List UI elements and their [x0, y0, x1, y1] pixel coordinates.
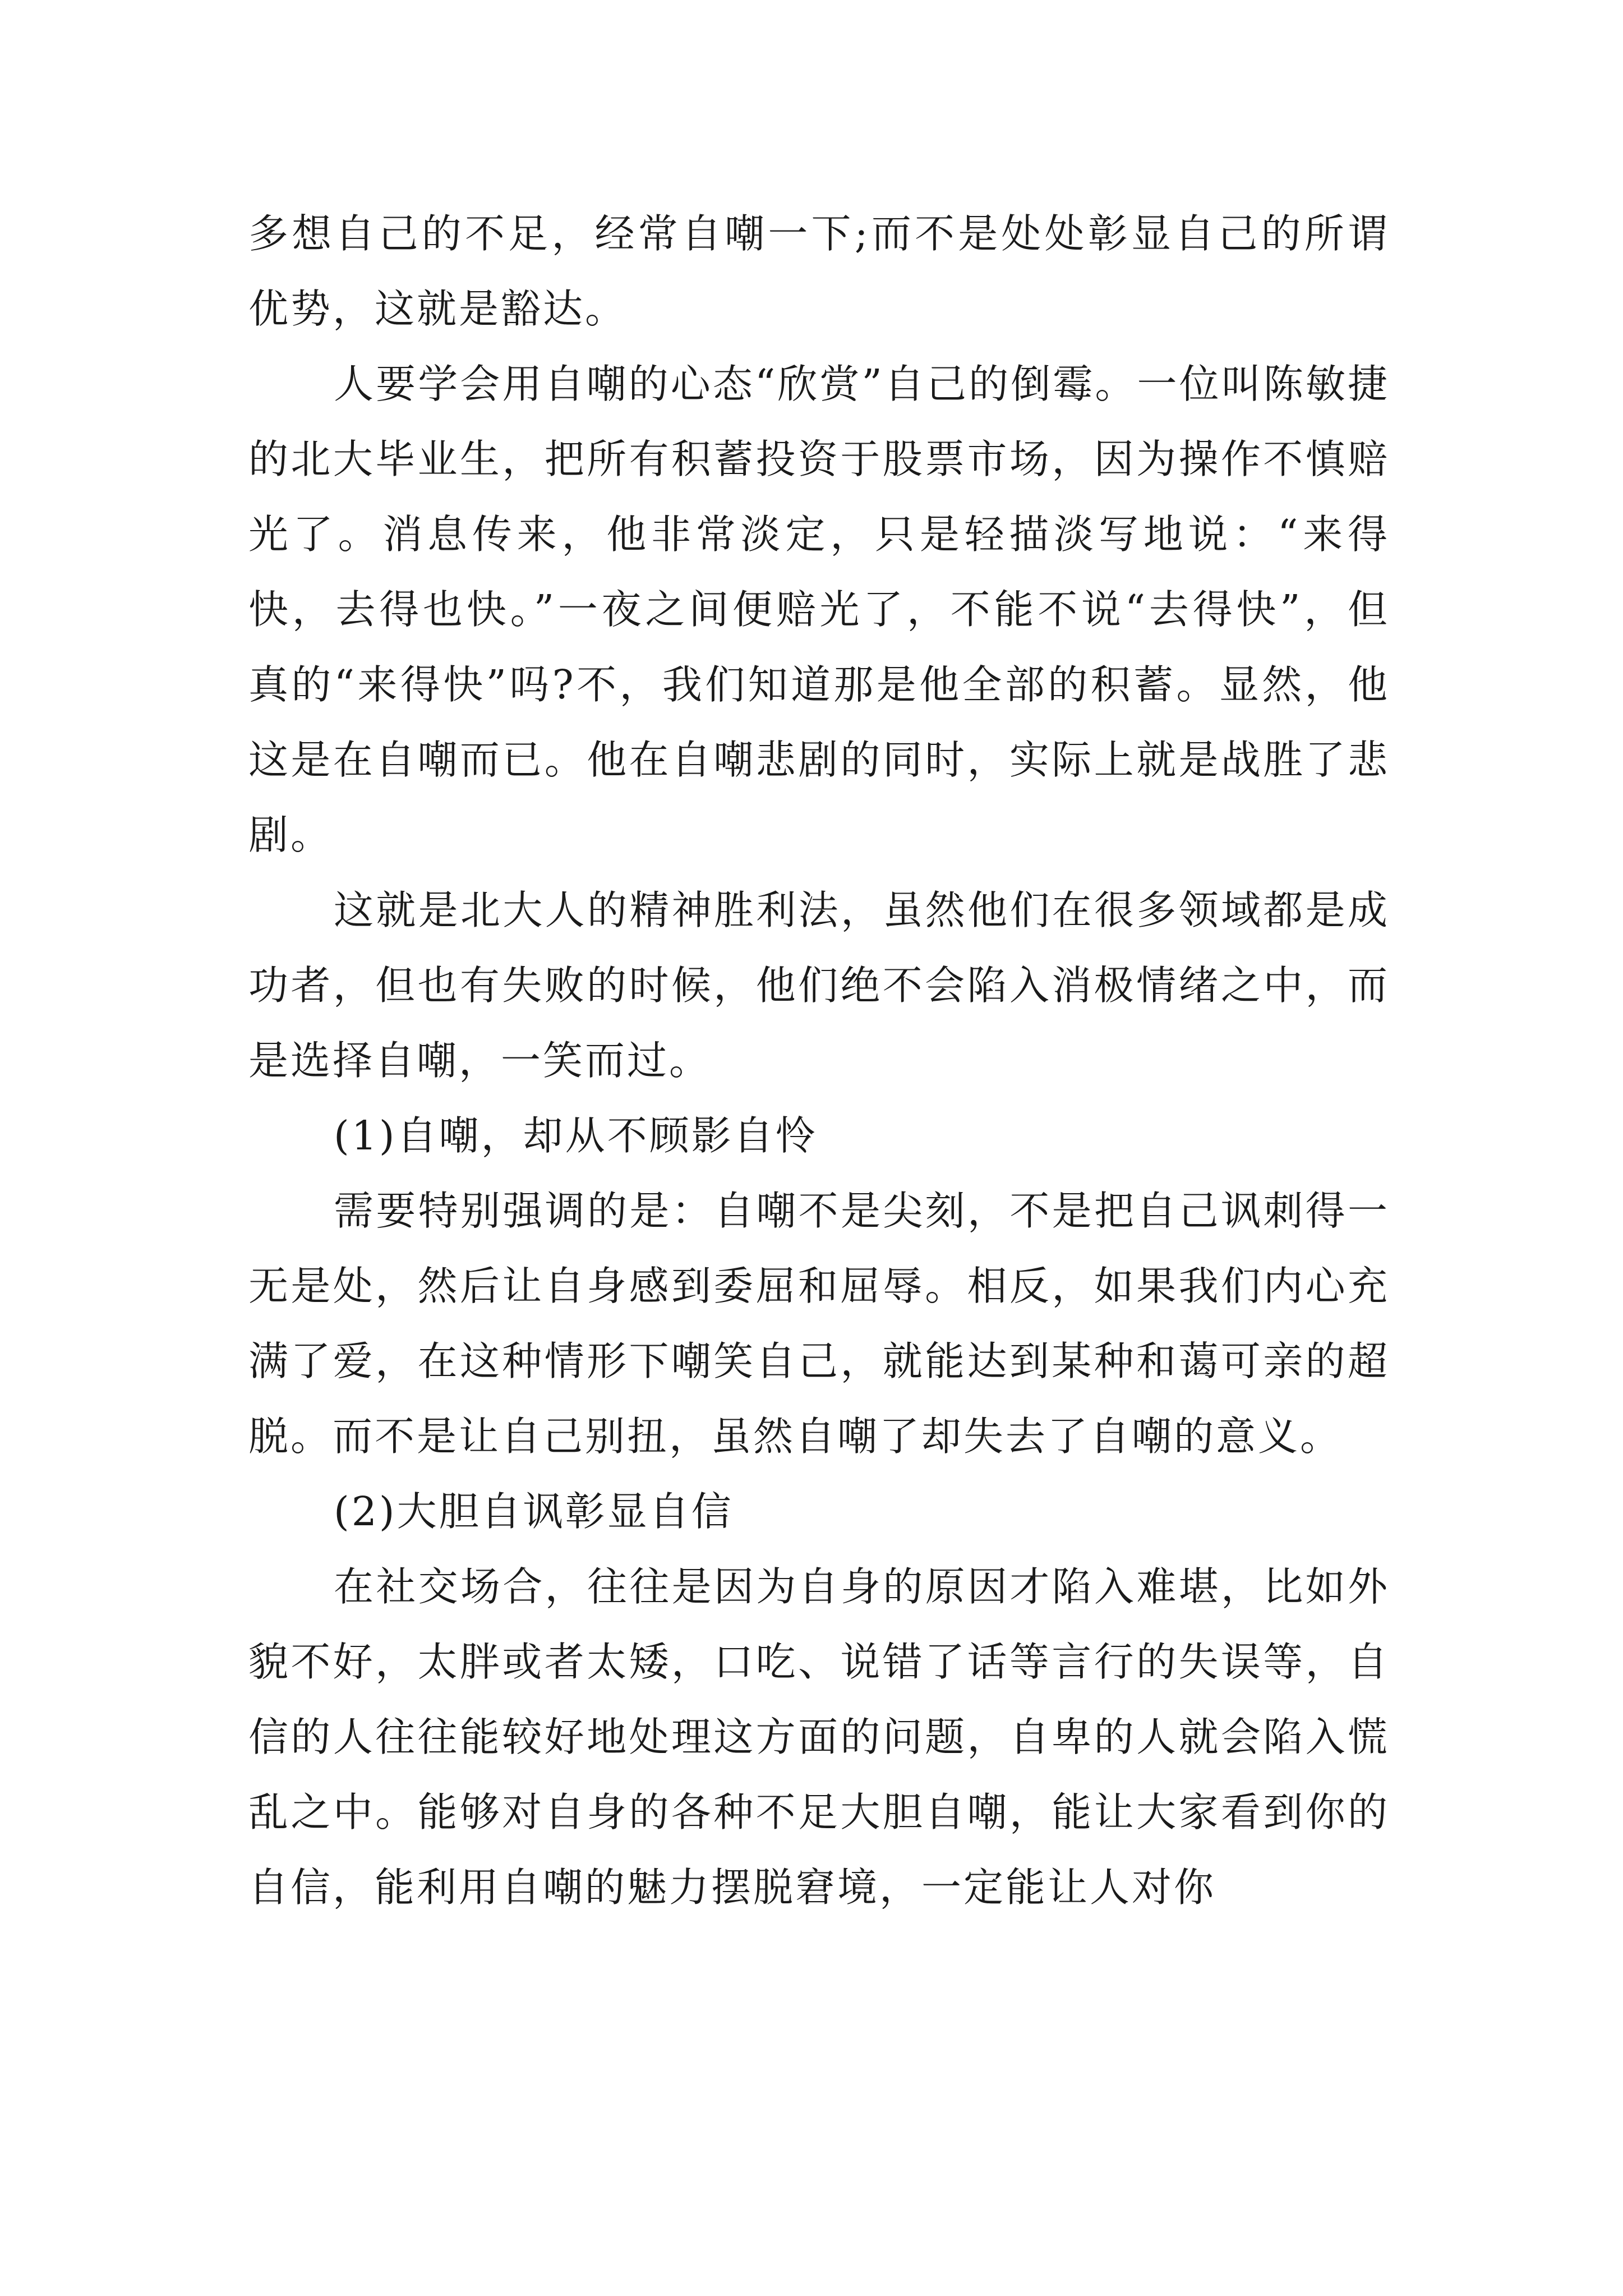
paragraph-4: 需要特别强调的是：自嘲不是尖刻，不是把自己讽刺得一无是处，然后让自身感到委屈和屈辱。相反，如果我们内心充满了爱，在这种情形下嘲笑自己，就能达到某种和蔼可亲的超脱。而不是让自己别扭，虽然自嘲了却失去了自嘲的意义。 [248, 1188, 1390, 1460]
paragraph-1: 多想自己的不足，经常自嘲一下;而不是处处彰显自己的所谓优势，这就是豁达。 [248, 210, 1390, 332]
section-heading-1: (1)自嘲，却从不顾影自怜 [334, 1112, 818, 1159]
paragraph-2: 人要学会用自嘲的心态“欣赏”自己的倒霉。一位叫陈敏捷的北大毕业生，把所有积蓄投资于股票市场，因为操作不慎赔光了。消息传来，他非常淡定，只是轻描淡写地说：“来得快，去得也快。”一夜之间便赔光了，不能不说“去得快”，但真的“来得快”吗?不，我们知道那是他全部的积蓄。显然，他这是在自嘲而已。他在自嘲悲剧的同时，实际上就是战胜了悲剧。 [248, 361, 1390, 858]
paragraph-5: 在社交场合，往往是因为自身的原因才陷入难堪，比如外貌不好，太胖或者太矮，口吃、说错了话等言行的失误等，自信的人往往能较好地处理这方面的问题，自卑的人就会陷入慌乱之中。能够对自身的各种不足大胆自嘲，能让大家看到你的自信，能利用自嘲的魅力摆脱窘境，一定能让人对你 [248, 1563, 1390, 1911]
paragraph-3: 这就是北大人的精神胜利法，虽然他们在很多领域都是成功者，但也有失败的时候，他们绝不会陷入消极情绪之中，而是选择自嘲，一笑而过。 [248, 887, 1390, 1084]
section-heading-2: (2)大胆自讽彰显自信 [334, 1488, 734, 1535]
document-body [248, 196, 1390, 1925]
